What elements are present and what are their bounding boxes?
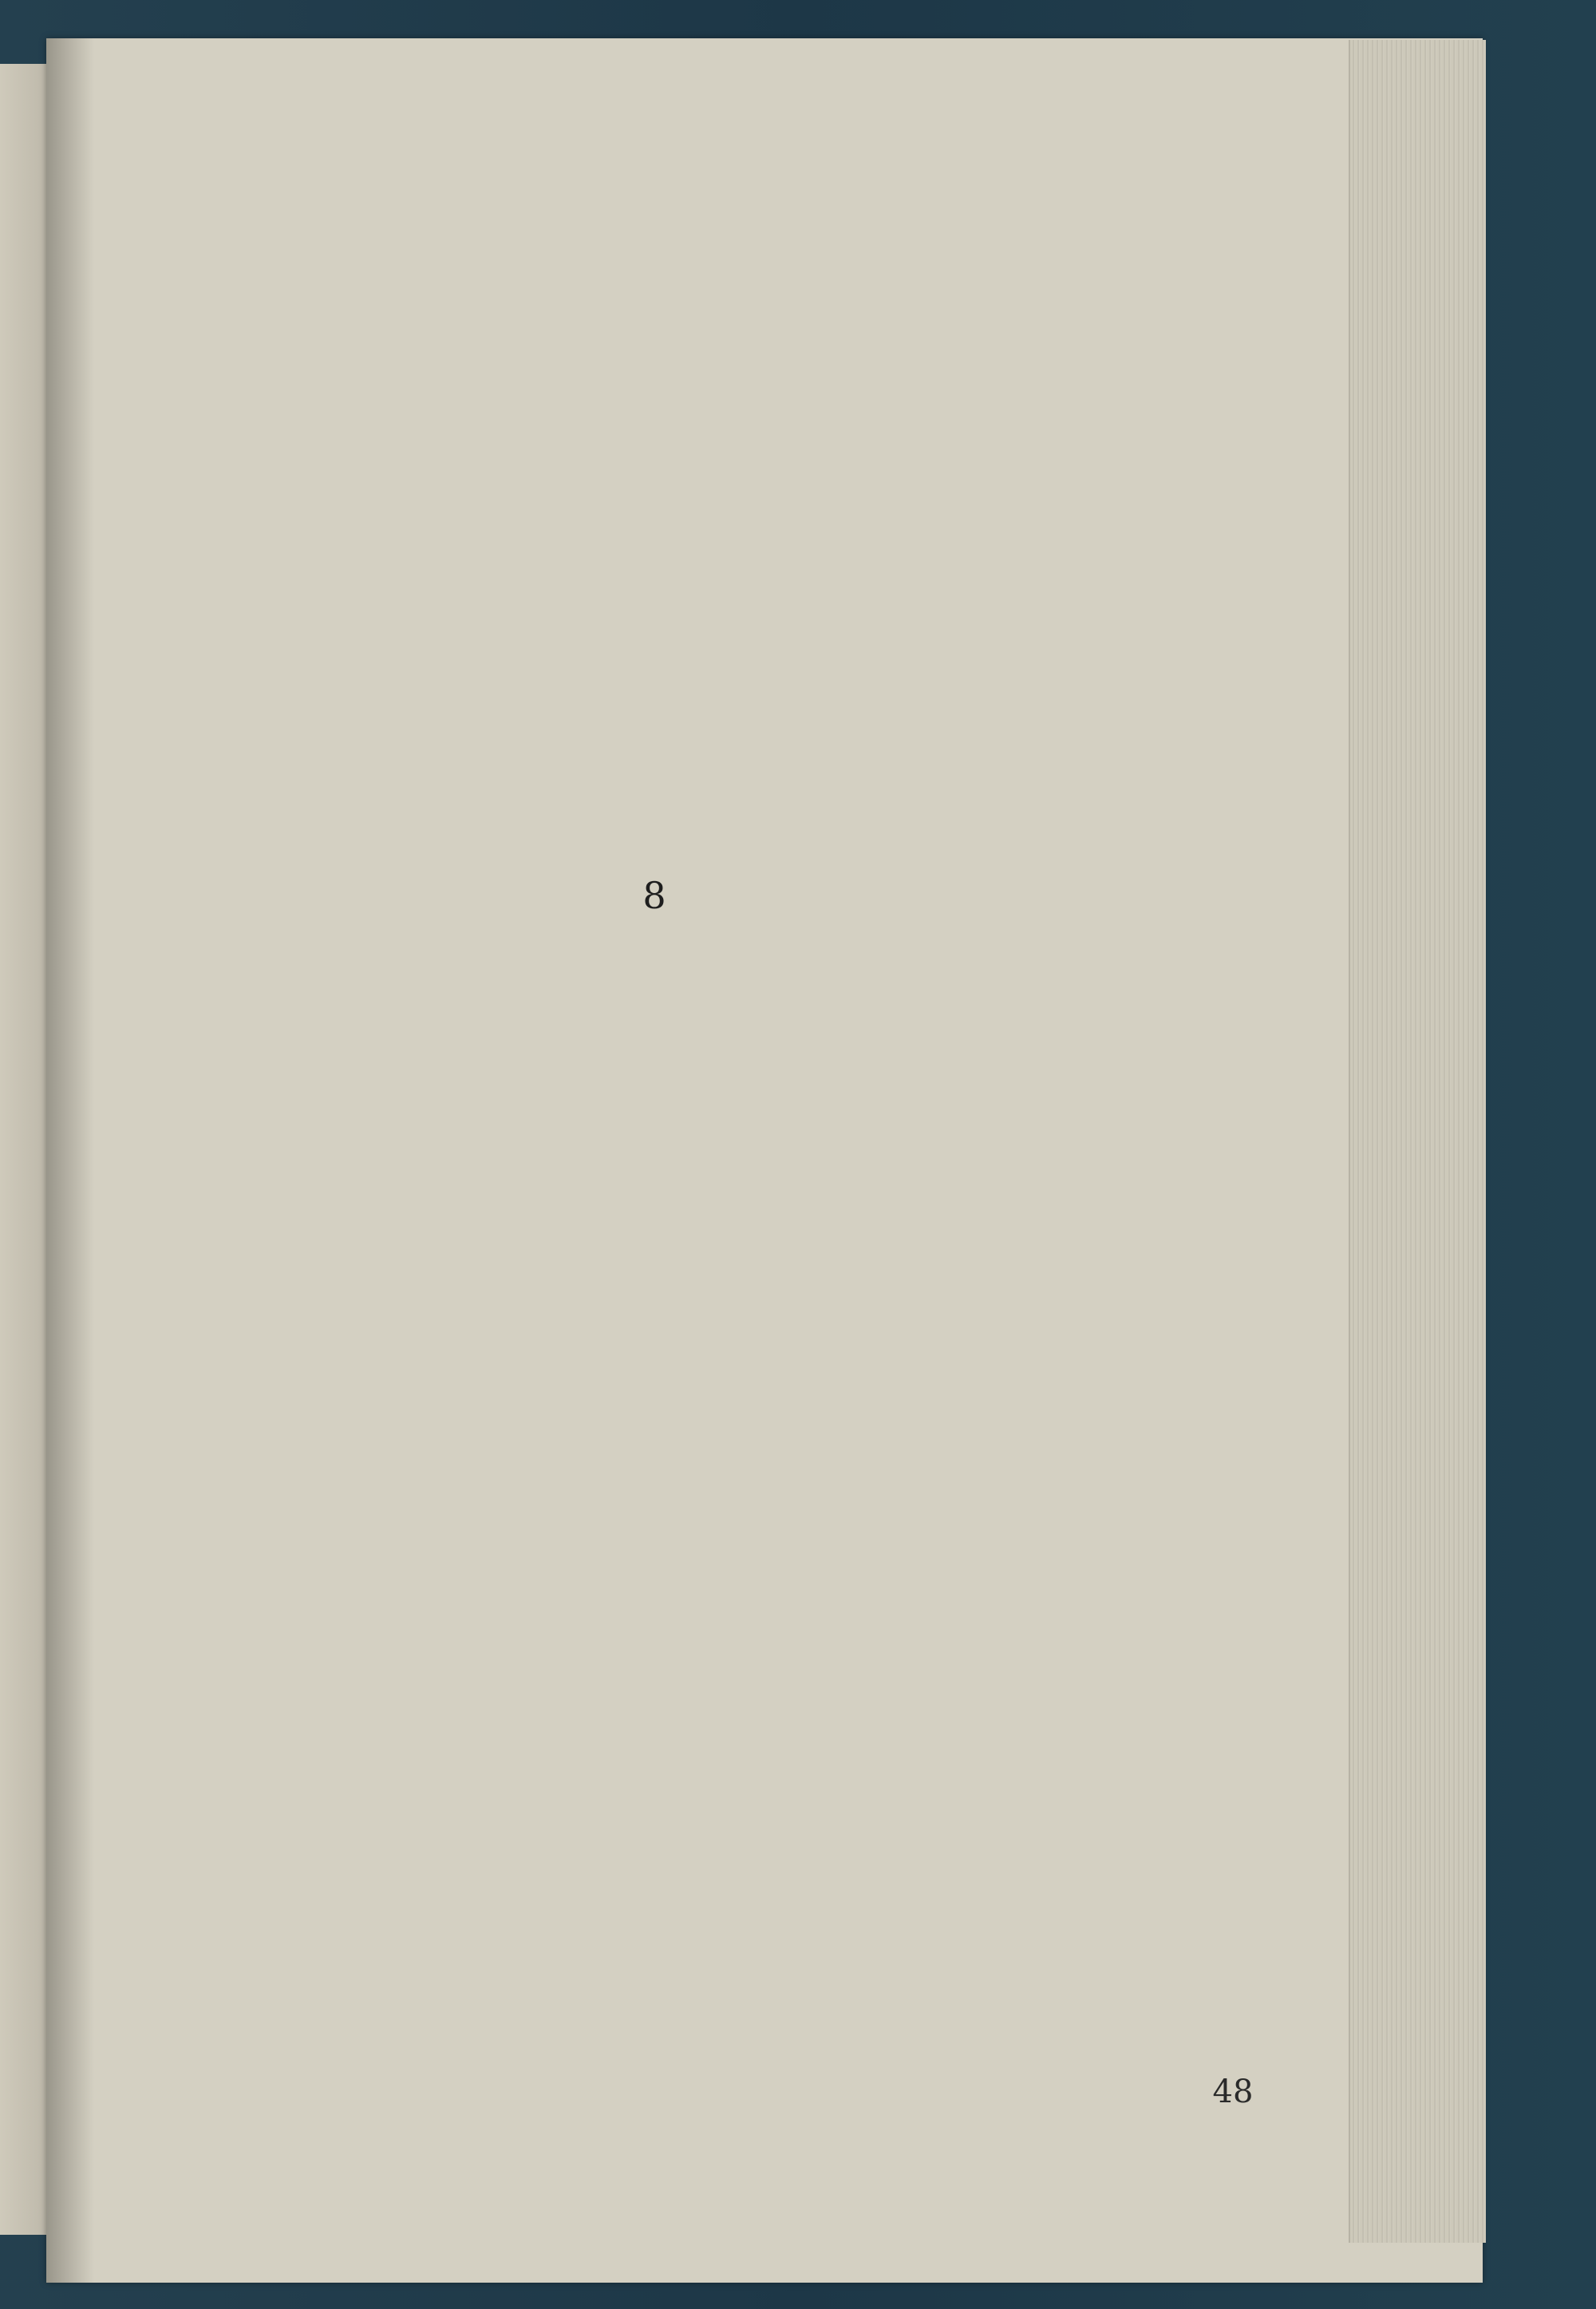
section-number: 8	[642, 874, 666, 917]
gutter-shadow	[46, 38, 94, 2283]
page-fore-edge	[1349, 40, 1486, 2243]
page-number: 48	[1212, 2074, 1254, 2110]
book-page	[46, 38, 1483, 2283]
